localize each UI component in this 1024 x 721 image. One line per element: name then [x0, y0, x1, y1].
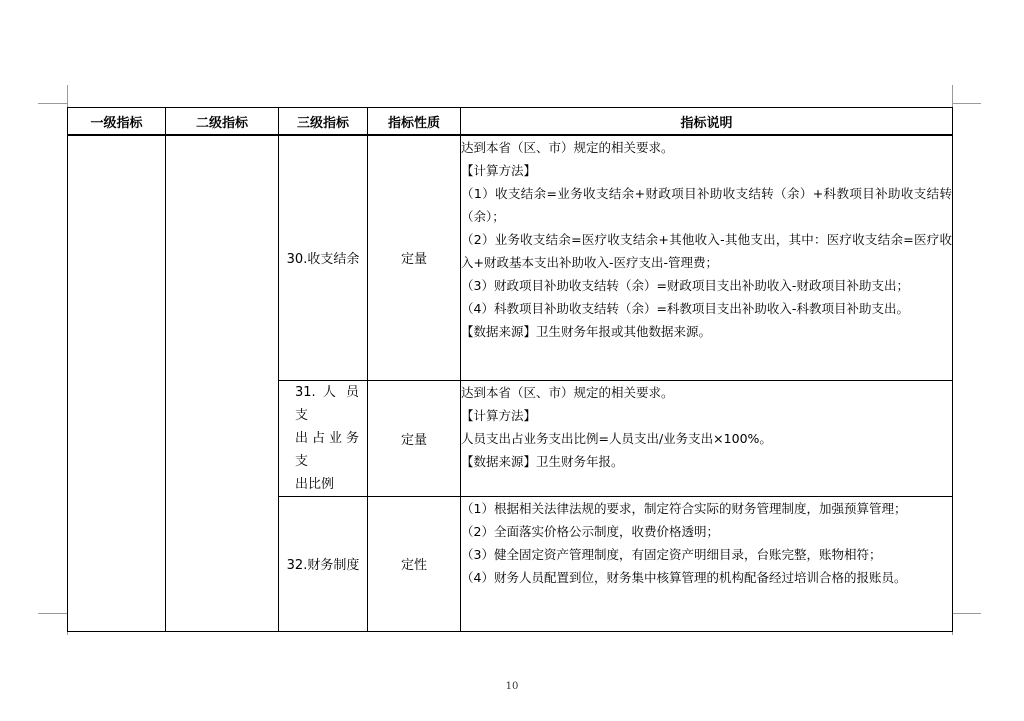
header-level1: 一级指标	[68, 108, 166, 136]
table-header-row	[68, 108, 953, 136]
header-description: 指标说明	[461, 108, 953, 136]
level3-line: 出比例	[295, 476, 335, 492]
description-line: 人员支出占业务支出比例=人员支出/业务支出×100%。	[461, 430, 772, 446]
crop-mark	[67, 85, 68, 107]
description-line: 【计算方法】	[461, 163, 537, 178]
crop-mark	[952, 103, 981, 104]
crop-mark	[952, 613, 981, 614]
description-line: 达到本省（区、市）规定的相关要求。	[461, 384, 674, 400]
nature-cell: 定量	[368, 135, 461, 380]
description-line: （2）业务收支结余=医疗收支结余+其他收入-其他支出，其中：医疗收支结余=医疗收入+财政基本支出补助收入-医疗支出-管理费；	[461, 232, 952, 270]
description-line: （3）财政项目补助收支结转（余）=财政项目支出补助收入-财政项目补助支出；	[461, 278, 909, 293]
header-nature: 指标性质	[368, 108, 461, 136]
level3-cell	[279, 380, 368, 496]
description-cell	[461, 496, 953, 631]
indicator-table	[67, 107, 953, 632]
description-line: 达到本省（区、市）规定的相关要求。	[461, 140, 674, 155]
description-cell	[461, 135, 953, 380]
description-line: （3）健全固定资产管理制度，有固定资产明细目录，台账完整，账物相符；	[461, 546, 882, 562]
description-line: 【数据来源】卫生财务年报。	[461, 453, 624, 469]
level3-line: 出占业务支	[295, 430, 359, 469]
description-line: （4）财务人员配置到位，财务集中核算管理的机构配备经过培训合格的报账员。	[461, 569, 907, 585]
description-line: （1）根据相关法律法规的要求，制定符合实际的财务管理制度，加强预算管理；	[461, 500, 907, 516]
description-line: （1）收支结余=业务收支结余+财政项目补助收支结转（余）+科教项目补助收支结转（余）；	[461, 186, 952, 224]
header-level3: 三级指标	[279, 108, 368, 136]
description-cell	[461, 380, 953, 496]
description-line: 【计算方法】	[461, 407, 537, 423]
nature-cell: 定量	[368, 380, 461, 496]
page-number: 10	[505, 681, 519, 692]
level3-cell: 30.收支结余	[279, 135, 368, 380]
crop-mark	[38, 103, 67, 104]
description-line: （2）全面落实价格公示制度，收费价格透明；	[461, 523, 719, 539]
level2-cell	[166, 135, 279, 631]
description-line: 【数据来源】卫生财务年报或其他数据来源。	[461, 324, 712, 339]
level1-cell	[68, 135, 166, 631]
crop-mark	[38, 613, 67, 614]
header-level2: 二级指标	[166, 108, 279, 136]
crop-mark	[952, 85, 953, 107]
level3-line: 31. 人 员 支	[295, 384, 359, 423]
nature-cell: 定性	[368, 496, 461, 631]
description-line: （4）科教项目补助收支结转（余）=科教项目支出补助收入-科教项目补助支出。	[461, 301, 909, 316]
table-row	[68, 135, 953, 380]
level3-cell: 32.财务制度	[279, 496, 368, 631]
